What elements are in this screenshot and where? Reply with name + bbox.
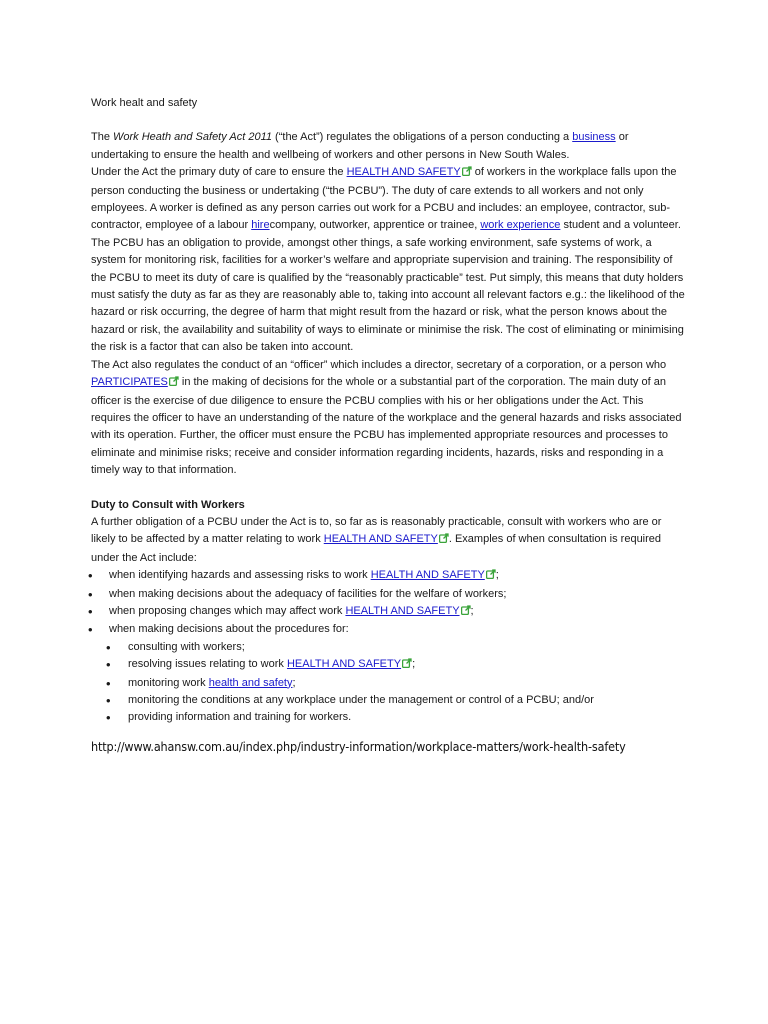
document-title: Work healt and safety [91,97,198,109]
list-item: • providing information and training for workers. [91,709,685,726]
text-span: . Examples of when consultation is required under the Act include: [91,533,662,564]
external-link-icon[interactable] [439,532,449,549]
work-experience-link[interactable]: work experience [480,219,561,232]
list-item [91,603,685,621]
paragraph-duty-of-care [91,164,685,235]
text-span: ; [470,604,474,617]
text-span: A further obligation of a PCBU under the Act is to, so far as is reasonably practicable, consult with workers who are or likely to be affected by a matter relating to work [91,515,662,546]
text-span: (“the Act”) regulates the obligations of a person conducting a [272,131,573,144]
paragraph-act-intro [91,129,685,164]
external-link-icon[interactable] [461,604,471,621]
act-name: Work Heath and Safety Act 2011 [113,131,272,144]
text-span: of workers in the workplace falls upon the person conducting the business or undertaking (“the PCBU”). The duty of care extends to all workers and not only employees. A worker is defined as any person carries out work for a PCBU and includes: an employee, contractor, sub-contractor, employee of a labour [91,166,677,232]
text-span: or undertaking to ensure the health and wellbeing of workers and other persons in New South Wales. [91,131,629,161]
text-span: Under the Act the primary duty of care to ensure the [91,166,347,179]
document-body [91,95,685,755]
list-item: • monitoring the conditions at any workplace under the management or control of a PCBU; and/or [91,692,685,709]
list-item [91,567,685,585]
paragraph-pcbu-obligation: The PCBU has an obligation to provide, amongst other things, a safe working environment, safe systems of work, a system for monitoring risk, facilities for a worker’s welfare and appropriate supervision and training. The responsibility of the PCBU to meet its duty of care is qualified by the “reasonably practicable” test. Put simply, this means that duty holders must satisfy the duty as far as they are reasonably able to, taking into account all relevant factors e.g.: the likelihood of the hazard or risk occurring, the degree of harm that might result from the hazard or risk, what the person knows about the hazard or risk, the availability and suitability of ways to eliminate or minimise the risk. The cost of eliminating or minimising the risk is a factor that can also be taken into account. [91,236,685,354]
list-item: • when making decisions about the procedures for: [91,621,685,638]
external-link-icon[interactable] [462,165,472,182]
paragraph-officer [91,357,685,480]
text-span: ; [412,658,416,671]
health-and-safety-link[interactable]: HEALTH AND SAFETY [346,166,461,179]
text-span: ; [292,676,296,689]
text-span: monitoring work [128,676,209,689]
health-and-safety-link[interactable]: HEALTH AND SAFETY [345,604,460,617]
participates-link[interactable]: PARTICIPATES [91,376,168,389]
health-and-safety-link[interactable]: HEALTH AND SAFETY [286,658,402,671]
consultation-list [91,567,685,639]
text-span: company, outworker, apprentice or trainee, [269,219,481,232]
list-item [91,675,685,692]
text-span: The Act also regulates the conduct of an “officer” which includes a director, secretary of a corporation, or a person who [91,358,667,371]
health-and-safety-link[interactable]: HEALTH AND SAFETY [370,569,485,582]
external-link-icon[interactable] [169,375,179,392]
text-span: resolving issues relating to work [128,658,287,671]
text-span: in the making of decisions for the whole or a substantial part of the corporation. The main duty of an officer is the exercise of due diligence to ensure the PCBU complies with his or her obligations under the Act. This requires the officer to have an understanding of the nature of the workplace and the general hazards and risks associated with its operation. Further, the officer must ensure the PCBU has implemented appropriate resources and processes to eliminate and minimise risks; receive and consider information regarding incidents, hazards, risks and responding in a timely way to that information. [91,376,682,477]
text-span: ; [495,569,499,582]
list-item [91,656,685,674]
external-link-icon[interactable] [486,568,496,585]
source-url: http://www.ahansw.com.au/index.php/industry-information/workplace-matters/work-health-safety [91,738,626,754]
procedures-sublist [91,639,685,727]
health-and-safety-link[interactable]: HEALTH AND SAFETY [323,533,438,546]
text-span: when identifying hazards and assessing risks to work [109,569,371,582]
section-heading: Duty to Consult with Workers [91,498,245,511]
text-span: The [91,131,114,144]
business-link[interactable]: business [572,131,616,144]
text-span: student and a volunteer. [560,219,681,232]
list-item: • consulting with workers; [91,639,685,656]
text-span: when proposing changes which may affect work [109,604,346,617]
health-and-safety-lowercase-link[interactable]: health and safety [208,676,293,689]
hire-link[interactable]: hire [251,219,270,232]
list-item: • when making decisions about the adequacy of facilities for the welfare of workers; [91,586,685,603]
external-link-icon[interactable] [402,657,412,674]
paragraph-consult [91,514,685,567]
